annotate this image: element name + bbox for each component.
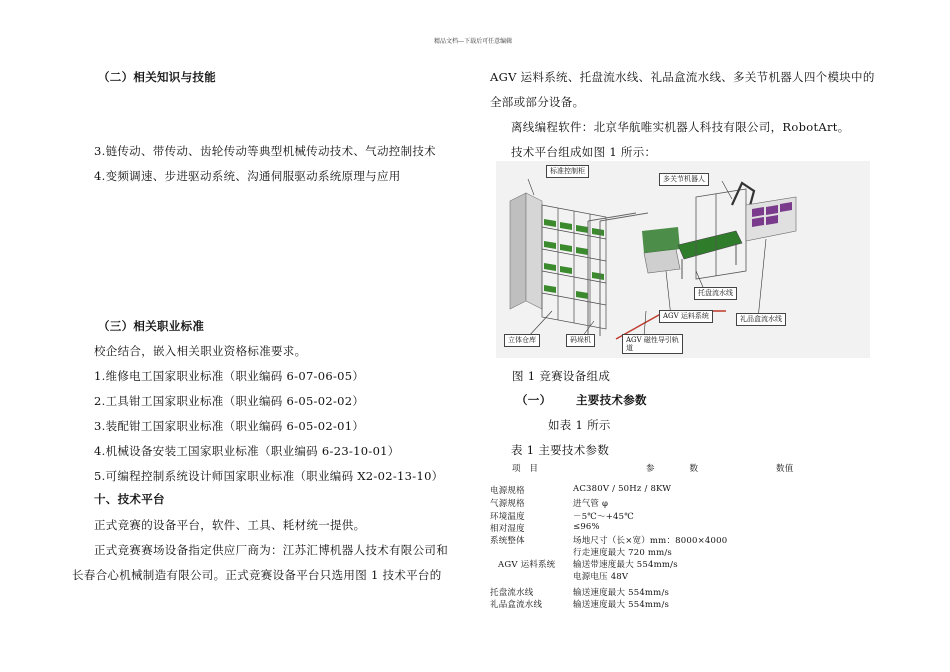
table-header-param: 参 数 — [646, 464, 699, 474]
table-caption: 表 1 主要技术参数 — [511, 443, 610, 457]
heading-standards: （三）相关职业标准 — [98, 319, 205, 333]
label-magnetic-track-line2: 道 — [626, 344, 633, 352]
table-row-value: ≤96% — [573, 522, 600, 532]
heading-platform: 十、技术平台 — [94, 492, 165, 506]
table-row-value: 电源电压 48V — [573, 572, 629, 582]
equipment-figure — [496, 161, 870, 358]
modules-line1: AGV 运料系统、托盘流水线、礼品盒流水线、多关节机器人四个模块中的 — [490, 70, 875, 84]
software-line: 离线编程软件：北京华航唯实机器人科技有限公司，RobotArt。 — [511, 120, 850, 134]
table-row-value: 输送速度最大 554mm/s — [573, 600, 670, 610]
figure-intro: 技术平台组成如图 1 所示： — [511, 145, 657, 159]
page-header: 精品文档---下载后可任意编辑 — [434, 38, 513, 45]
table-header-value: 数值 — [776, 464, 794, 474]
platform-paragraph: 正式竞赛的设备平台，软件、工具、耗材统一提供。 — [94, 518, 366, 532]
figure-caption: 图 1 竞赛设备组成 — [512, 369, 611, 383]
table-row-name: 托盘流水线 — [490, 588, 534, 598]
table-row-value: 输送带速度最大 554mm/s — [573, 560, 678, 570]
equipment-illustration — [496, 161, 870, 358]
label-robot: 多关节机器人 — [659, 173, 709, 186]
table-row-value: 行走速度最大 720 mm/s — [573, 548, 672, 558]
knowledge-item: 4.变频调速、步进驱动系统、沟通伺服驱动系统原理与应用 — [94, 169, 401, 183]
standard-item: 3.装配钳工国家职业标准（职业编码 6-05-02-01） — [94, 419, 365, 433]
label-warehouse: 立体仓库 — [504, 334, 540, 347]
label-stacker: 码垛机 — [566, 334, 595, 347]
table-row-value: 进气管 φ — [573, 499, 609, 509]
table-row-name: 礼品盒流水线 — [490, 600, 543, 610]
supplier-paragraph-line1: 正式竞赛赛场设备指定供应厂商为：江苏汇博机器人技术有限公司和 — [94, 543, 448, 557]
table-row-name: 电源规格 — [490, 486, 525, 496]
table-row-value: AC380V / 50Hz / 8KW — [573, 484, 672, 494]
table-row-value: 场地尺寸（长×宽）mm：8000×4000 — [573, 536, 728, 546]
label-gift-box-line: 礼品盒流水线 — [736, 313, 786, 326]
table-row-name: AGV 运料系统 — [498, 560, 556, 570]
label-magnetic-track — [622, 334, 683, 354]
standard-item: 2.工具钳工国家职业标准（职业编码 6-05-02-02） — [94, 394, 365, 408]
heading-params: 主要技术参数 — [576, 393, 647, 407]
label-tray-line: 托盘流水线 — [694, 287, 737, 300]
table-row-name: 环境温度 — [490, 512, 525, 522]
table-row-name: 相对湿度 — [490, 524, 525, 534]
table-row-name: 气源规格 — [490, 499, 525, 509]
table-row-value: －5℃～+45℃ — [573, 512, 634, 522]
table-row-value: 输送速度最大 554mm/s — [573, 588, 670, 598]
standard-item: 1.维修电工国家职业标准（职业编码 6-07-06-05） — [94, 369, 365, 383]
label-magnetic-track-line1: AGV 磁性导引轨 — [626, 336, 679, 344]
label-agv-system: AGV 运料系统 — [659, 310, 713, 323]
heading-knowledge-skills: （二）相关知识与技能 — [98, 70, 216, 84]
standard-item: 5.可编程控制系统设计师国家职业标准（职业编码 X2-02-13-10） — [94, 469, 444, 483]
supplier-paragraph-line2: 长春合心机械制造有限公司。正式竞赛设备平台只选用图 1 技术平台的 — [72, 568, 442, 582]
label-control-cabinet: 标准控制柜 — [546, 165, 589, 178]
heading-params-number: （一） — [516, 393, 552, 407]
standard-item: 4.机械设备安装工国家职业标准（职业编码 6-23-10-01） — [94, 444, 400, 458]
standards-intro: 校企结合，嵌入相关职业资格标准要求。 — [94, 344, 307, 358]
table-header-item: 项 目 — [512, 464, 539, 474]
knowledge-item: 3.链传动、带传动、齿轮传动等典型机械传动技术、气动控制技术 — [94, 144, 436, 158]
table-row-name: 系统整体 — [490, 536, 525, 546]
modules-line2: 全部或部分设备。 — [490, 95, 585, 109]
params-intro: 如表 1 所示 — [548, 418, 611, 432]
